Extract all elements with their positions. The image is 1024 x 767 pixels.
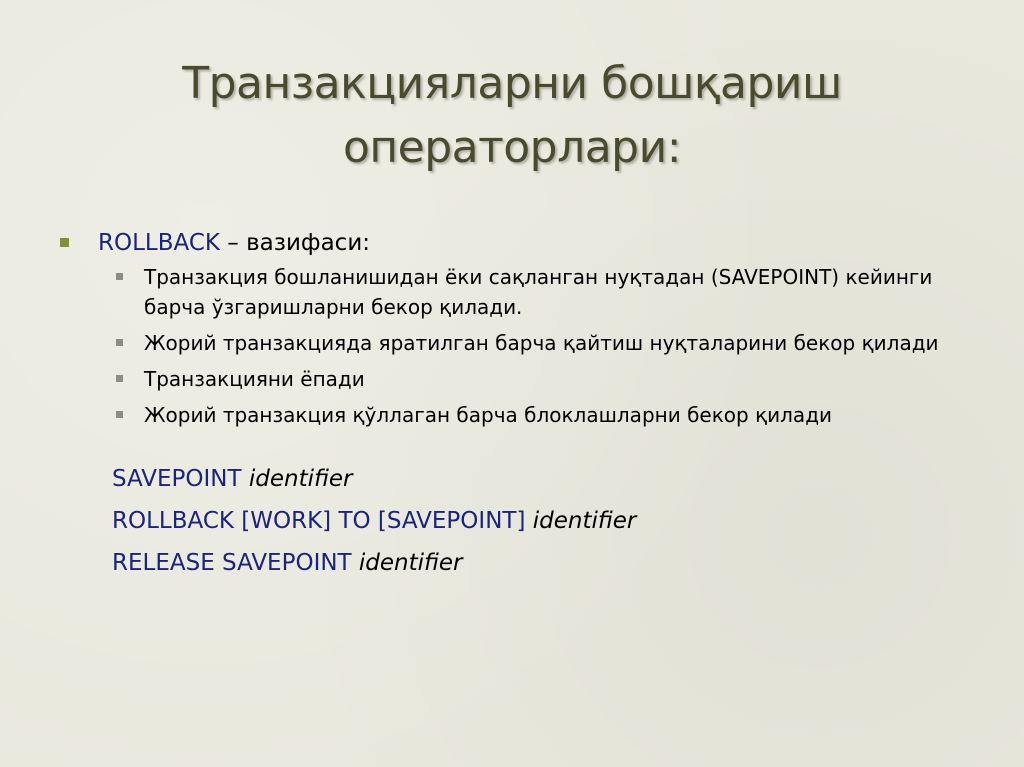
sub-item-4 bbox=[60, 400, 980, 430]
rollback-description: – вазифаси: bbox=[219, 230, 371, 256]
command-list bbox=[60, 458, 980, 584]
square-bullet-icon bbox=[116, 375, 123, 382]
sub-item-3 bbox=[60, 364, 980, 394]
command-keyword: ROLLBACK [WORK] TO [SAVEPOINT] bbox=[112, 508, 526, 534]
sub-item-text: Жорий транзакцияда яратилган барча қайтиш нуқталарини бекор қилади bbox=[144, 331, 939, 355]
square-bullet-icon bbox=[116, 411, 123, 418]
command-argument: identifier bbox=[358, 550, 463, 576]
sub-item-text: Транзакция бошланишидан ёки сақланган нуқтадан (SAVEPOINT) кейинги барча ўзгаришларни бекор қилади. bbox=[144, 265, 933, 319]
command-release-savepoint bbox=[112, 542, 980, 584]
command-keyword: RELEASE SAVEPOINT bbox=[112, 550, 352, 576]
square-bullet-icon bbox=[116, 273, 123, 280]
rollback-keyword: ROLLBACK bbox=[98, 230, 220, 256]
slide-title bbox=[60, 52, 964, 180]
square-bullet-icon bbox=[116, 339, 123, 346]
command-keyword: SAVEPOINT bbox=[112, 466, 242, 492]
title-line-2: операторлари: bbox=[342, 122, 682, 173]
sub-item-text: Жорий транзакция қўллаган барча блоклашларни бекор қилади bbox=[144, 403, 833, 427]
command-argument: identifier bbox=[532, 508, 637, 534]
slide-content bbox=[60, 226, 980, 584]
sub-item-text: Транзакцияни ёпади bbox=[144, 367, 365, 391]
command-savepoint bbox=[112, 458, 980, 500]
square-bullet-icon bbox=[60, 238, 69, 247]
title-line-1: Транзакцияларни бошқариш bbox=[182, 58, 842, 109]
command-argument: identifier bbox=[248, 466, 353, 492]
bullet-rollback bbox=[60, 226, 980, 260]
sub-item-1 bbox=[60, 262, 980, 322]
command-rollback-to bbox=[112, 500, 980, 542]
sub-item-2 bbox=[60, 328, 980, 358]
